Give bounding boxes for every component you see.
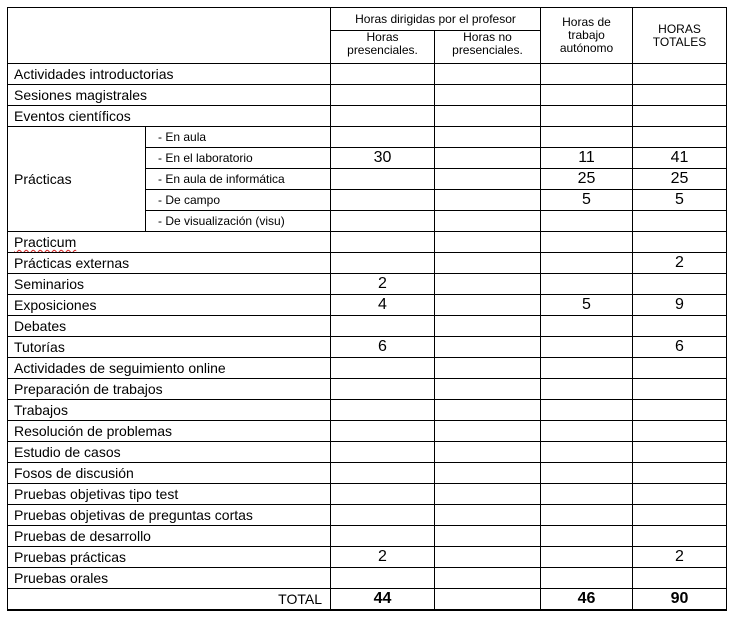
hours-total: [633, 127, 727, 148]
hours-total: [633, 505, 727, 526]
hours-autonomo: 25: [541, 169, 633, 190]
hours-total: [633, 442, 727, 463]
total-label: TOTAL: [8, 589, 331, 611]
hours-no-presenciales: [435, 547, 541, 568]
hours-no-presenciales: [435, 358, 541, 379]
hours-autonomo: [541, 106, 633, 127]
hours-autonomo: [541, 274, 633, 295]
table-row: [8, 442, 727, 463]
activity-label: Actividades introductorias: [8, 64, 331, 85]
hours-total: [633, 274, 727, 295]
hours-presenciales: [331, 400, 435, 421]
activity-label: Tutorías: [8, 337, 331, 358]
table-row: [8, 568, 727, 589]
table-row: [8, 463, 727, 484]
activity-label: Pruebas objetivas de preguntas cortas: [8, 505, 331, 526]
hours-autonomo: [541, 526, 633, 547]
table-row: [8, 316, 727, 337]
hours-autonomo: [541, 232, 633, 253]
table-row: [8, 64, 727, 85]
activity-label: - En aula de informática: [146, 169, 331, 190]
hours-presenciales: [331, 505, 435, 526]
hours-autonomo: [541, 358, 633, 379]
hours-presenciales: 6: [331, 337, 435, 358]
header-no-presenciales: Horas no presenciales.: [435, 31, 541, 64]
hours-autonomo: [541, 316, 633, 337]
hours-no-presenciales: [435, 148, 541, 169]
hours-presenciales: [331, 211, 435, 232]
activity-label: Pruebas de desarrollo: [8, 526, 331, 547]
hours-total: [633, 400, 727, 421]
hours-no-presenciales: [435, 106, 541, 127]
hours-autonomo: [541, 547, 633, 568]
hours-total: 2: [633, 253, 727, 274]
hours-presenciales: [331, 463, 435, 484]
hours-autonomo: [541, 463, 633, 484]
hours-presenciales: [331, 190, 435, 211]
activity-label: - En aula: [146, 127, 331, 148]
activity-label: [8, 232, 331, 253]
hours-total: [633, 568, 727, 589]
hours-total: [633, 421, 727, 442]
table-row: [8, 85, 727, 106]
hours-no-presenciales: [435, 484, 541, 505]
hours-total: [633, 64, 727, 85]
hours-total: 6: [633, 337, 727, 358]
hours-presenciales: 30: [331, 148, 435, 169]
hours-presenciales: [331, 484, 435, 505]
hours-autonomo: [541, 484, 633, 505]
total-no-presenciales: [435, 589, 541, 611]
activity-label: Pruebas orales: [8, 568, 331, 589]
hours-autonomo: [541, 253, 633, 274]
hours-presenciales: [331, 316, 435, 337]
hours-no-presenciales: [435, 274, 541, 295]
table-row: [8, 274, 727, 295]
table-row: [8, 295, 727, 316]
hours-total: 9: [633, 295, 727, 316]
hours-presenciales: [331, 232, 435, 253]
hours-autonomo: [541, 568, 633, 589]
hours-autonomo: 11: [541, 148, 633, 169]
activity-label-text: Practicum: [14, 234, 77, 250]
hours-no-presenciales: [435, 400, 541, 421]
hours-no-presenciales: [435, 169, 541, 190]
total-presenciales: 44: [331, 589, 435, 611]
total-row: [8, 589, 727, 611]
activity-label: Seminarios: [8, 274, 331, 295]
header-hours-directed: Horas dirigidas por el profesor: [331, 8, 541, 31]
hours-autonomo: [541, 442, 633, 463]
table-row: [8, 253, 727, 274]
table-row: [8, 106, 727, 127]
hours-total: [633, 211, 727, 232]
hours-total: 2: [633, 547, 727, 568]
table-row: [8, 232, 727, 253]
total-horas: 90: [633, 589, 727, 611]
hours-autonomo: [541, 85, 633, 106]
table-row: [8, 358, 727, 379]
header-total-hours: HORAS TOTALES: [633, 8, 727, 64]
hours-autonomo: [541, 505, 633, 526]
hours-presenciales: [331, 85, 435, 106]
activity-label: Pruebas objetivas tipo test: [8, 484, 331, 505]
hours-presenciales: [331, 169, 435, 190]
hours-no-presenciales: [435, 295, 541, 316]
table-row: [8, 379, 727, 400]
hours-no-presenciales: [435, 232, 541, 253]
hours-total: [633, 526, 727, 547]
hours-presenciales: [331, 379, 435, 400]
hours-no-presenciales: [435, 463, 541, 484]
table-row: [8, 421, 727, 442]
hours-table: [7, 7, 727, 611]
hours-autonomo: [541, 211, 633, 232]
table-row: [8, 337, 727, 358]
hours-autonomo: [541, 421, 633, 442]
header-presenciales: Horas presenciales.: [331, 31, 435, 64]
hours-presenciales: 2: [331, 274, 435, 295]
hours-no-presenciales: [435, 190, 541, 211]
hours-total: [633, 316, 727, 337]
hours-no-presenciales: [435, 505, 541, 526]
hours-autonomo: 5: [541, 190, 633, 211]
hours-autonomo: 5: [541, 295, 633, 316]
table-row: [8, 400, 727, 421]
hours-no-presenciales: [435, 253, 541, 274]
hours-total: 5: [633, 190, 727, 211]
hours-no-presenciales: [435, 127, 541, 148]
hours-presenciales: 2: [331, 547, 435, 568]
hours-total: [633, 232, 727, 253]
activity-label: - De visualización (visu): [146, 211, 331, 232]
activity-label: Actividades de seguimiento online: [8, 358, 331, 379]
hours-total: [633, 85, 727, 106]
hours-presenciales: 4: [331, 295, 435, 316]
hours-autonomo: [541, 127, 633, 148]
hours-no-presenciales: [435, 64, 541, 85]
hours-no-presenciales: [435, 442, 541, 463]
hours-total: 25: [633, 169, 727, 190]
activity-label: Debates: [8, 316, 331, 337]
hours-autonomo: [541, 337, 633, 358]
hours-total: 41: [633, 148, 727, 169]
hours-autonomo: [541, 379, 633, 400]
activity-label: Estudio de casos: [8, 442, 331, 463]
table-row: [8, 505, 727, 526]
hours-total: [633, 463, 727, 484]
activity-label: Eventos científicos: [8, 106, 331, 127]
table-row: [8, 547, 727, 568]
hours-total: [633, 379, 727, 400]
hours-presenciales: [331, 64, 435, 85]
activity-label: Fosos de discusión: [8, 463, 331, 484]
hours-total: [633, 106, 727, 127]
hours-no-presenciales: [435, 337, 541, 358]
hours-total: [633, 358, 727, 379]
hours-no-presenciales: [435, 85, 541, 106]
practicas-label: Prácticas: [8, 127, 146, 232]
hours-presenciales: [331, 442, 435, 463]
hours-presenciales: [331, 358, 435, 379]
activity-label: Preparación de trabajos: [8, 379, 331, 400]
hours-no-presenciales: [435, 526, 541, 547]
table-row: [8, 484, 727, 505]
hours-total: [633, 484, 727, 505]
activity-label: Exposiciones: [8, 295, 331, 316]
table-row: [8, 526, 727, 547]
activity-label: Resolución de problemas: [8, 421, 331, 442]
table-row: [8, 127, 727, 148]
hours-presenciales: [331, 253, 435, 274]
total-autonomo: 46: [541, 589, 633, 611]
hours-no-presenciales: [435, 421, 541, 442]
hours-no-presenciales: [435, 316, 541, 337]
hours-presenciales: [331, 568, 435, 589]
hours-presenciales: [331, 127, 435, 148]
hours-no-presenciales: [435, 211, 541, 232]
hours-autonomo: [541, 400, 633, 421]
hours-presenciales: [331, 526, 435, 547]
activity-label: Sesiones magistrales: [8, 85, 331, 106]
header-autonomous: Horas de trabajo autónomo: [541, 8, 633, 64]
activity-label: - De campo: [146, 190, 331, 211]
header-empty-cell: [8, 8, 331, 64]
activity-label: Prácticas externas: [8, 253, 331, 274]
activity-label: Pruebas prácticas: [8, 547, 331, 568]
hours-autonomo: [541, 64, 633, 85]
activity-label: Trabajos: [8, 400, 331, 421]
hours-no-presenciales: [435, 568, 541, 589]
hours-no-presenciales: [435, 379, 541, 400]
hours-presenciales: [331, 106, 435, 127]
hours-presenciales: [331, 421, 435, 442]
activity-label: - En el laboratorio: [146, 148, 331, 169]
